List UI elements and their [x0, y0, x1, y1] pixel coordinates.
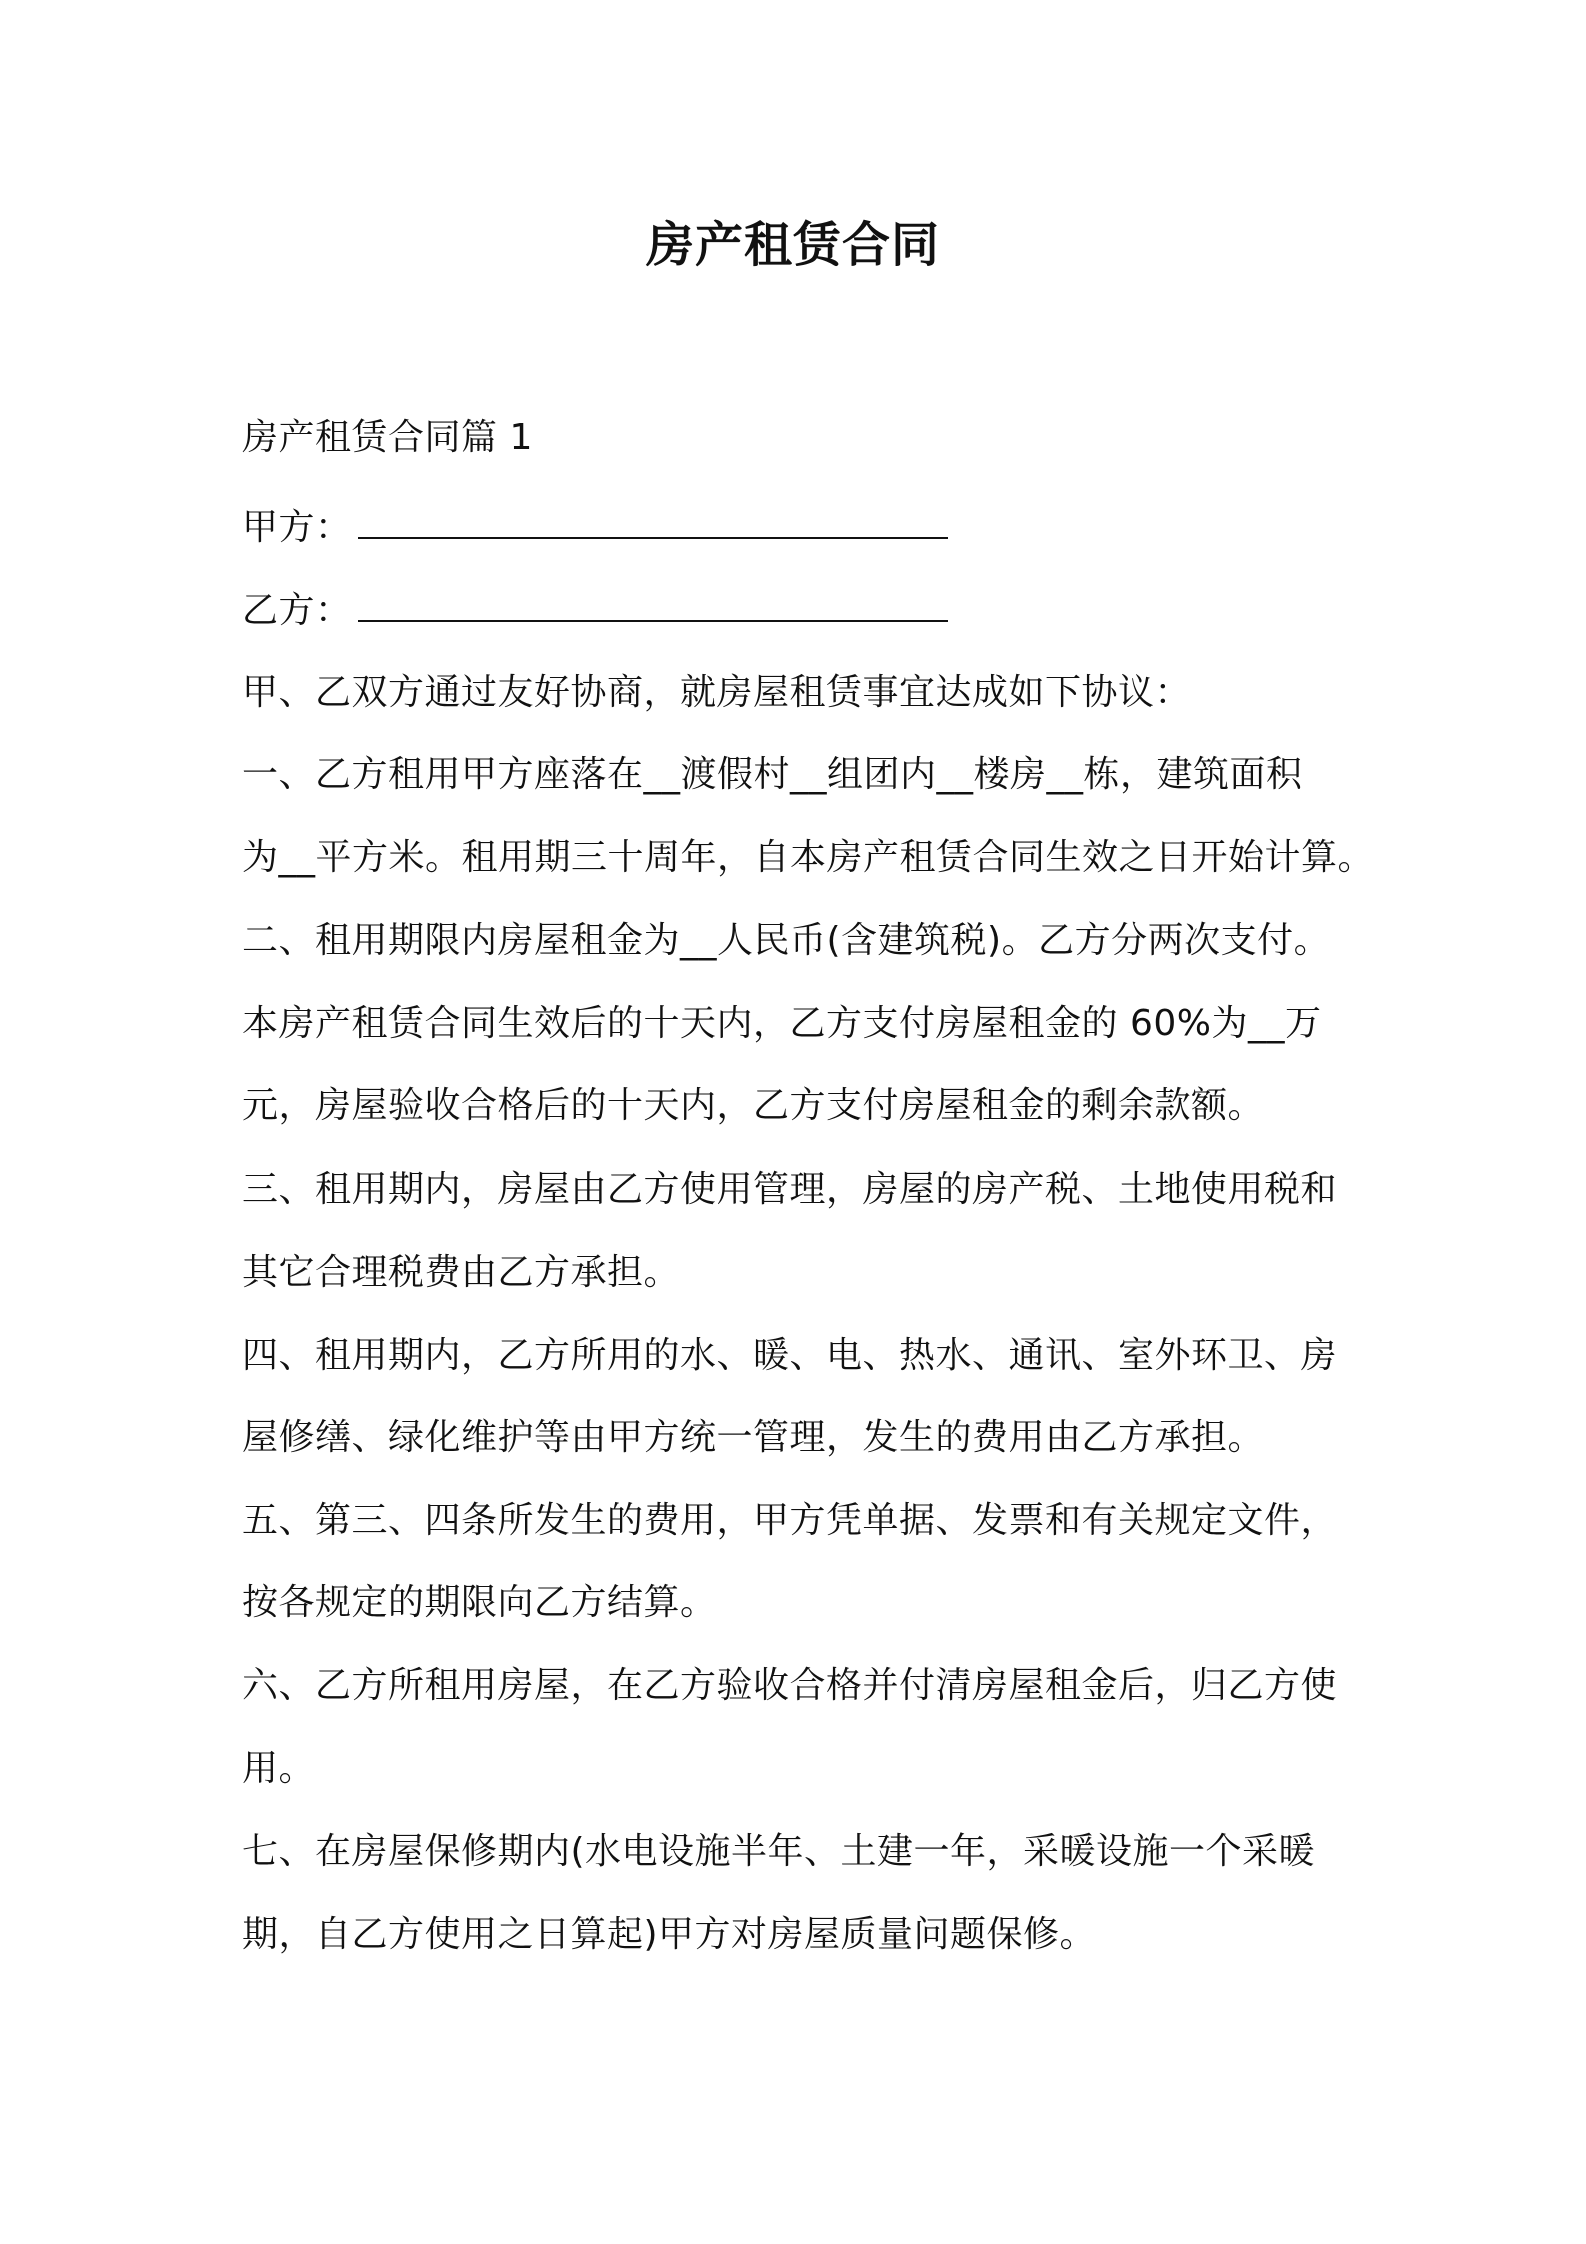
body-line: 其它合理税费由乙方承担。 — [242, 1252, 681, 1293]
party-a-blank — [358, 511, 948, 539]
body-line: 七、在房屋保修期内(水电设施半年、土建一年，采暖设施一个采暖 — [242, 1831, 1316, 1872]
body-line: 二、租用期限内房屋租金为__人民币(含建筑税)。乙方分两次支付。 — [242, 920, 1331, 961]
section-heading: 房产租赁合同篇 1 — [242, 417, 533, 458]
party-a-line — [242, 503, 948, 553]
intro-paragraph: 甲、乙双方通过友好协商，就房屋租赁事宜达成如下协议： — [242, 672, 1192, 713]
body-line: 期，自乙方使用之日算起)甲方对房屋质量问题保修。 — [242, 1914, 1097, 1955]
body-line: 六、乙方所租用房屋，在乙方验收合格并付清房屋租金后，归乙方使 — [242, 1665, 1338, 1706]
body-line: 三、租用期内，房屋由乙方使用管理，房屋的房产税、土地使用税和 — [242, 1169, 1338, 1210]
body-line: 五、第三、四条所发生的费用，甲方凭单据、发票和有关规定文件， — [242, 1500, 1338, 1541]
body-line: 本房产租赁合同生效后的十天内，乙方支付房屋租金的 60%为__万 — [242, 1003, 1322, 1044]
party-b-label: 乙方： — [242, 590, 352, 631]
body-line: 屋修缮、绿化维护等由甲方统一管理，发生的费用由乙方承担。 — [242, 1417, 1265, 1458]
party-a-label: 甲方： — [242, 507, 352, 548]
body-line: 四、租用期内，乙方所用的水、暖、电、热水、通讯、室外环卫、房 — [242, 1335, 1338, 1376]
body-line: 用。 — [242, 1748, 316, 1789]
body-line: 一、乙方租用甲方座落在__渡假村__组团内__楼房__栋，建筑面积 — [242, 754, 1303, 795]
document-title: 房产租赁合同 — [645, 217, 940, 273]
body-line: 为__平方米。租用期三十周年，自本房产租赁合同生效之日开始计算。 — [242, 837, 1375, 878]
party-b-blank — [358, 594, 948, 622]
body-line: 按各规定的期限向乙方结算。 — [242, 1582, 717, 1623]
party-b-line — [242, 586, 948, 636]
body-line: 元，房屋验收合格后的十天内，乙方支付房屋租金的剩余款额。 — [242, 1085, 1265, 1126]
